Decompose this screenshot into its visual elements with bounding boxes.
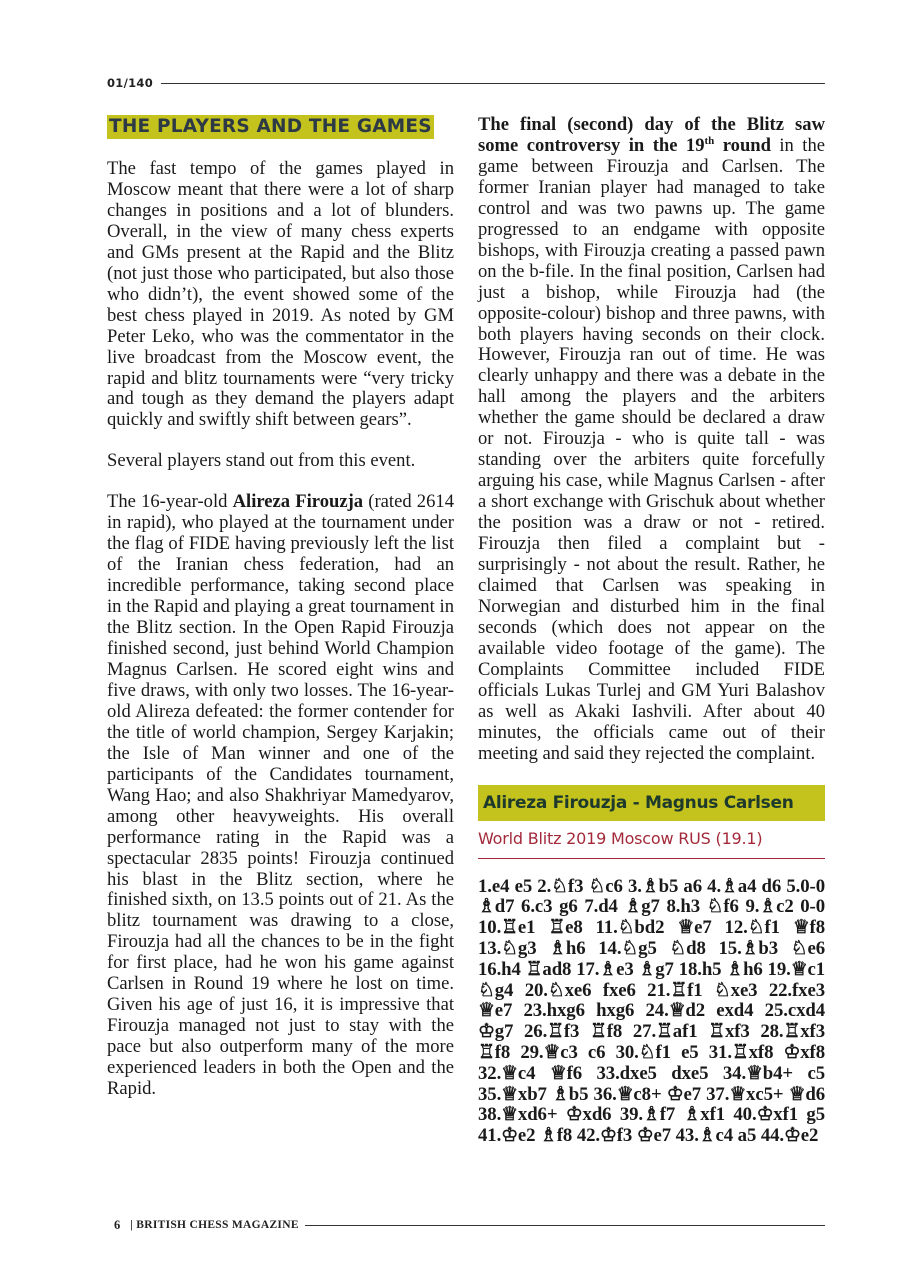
page-counter: 01/140: [107, 76, 154, 90]
footer-rule: [305, 1225, 825, 1226]
magazine-name: | BRITISH CHESS MAGAZINE: [130, 1219, 299, 1231]
player-name-firouzja: Alireza Firouzja: [232, 491, 364, 513]
game-title: Alireza Firouzja - Magnus Carlsen: [483, 792, 794, 813]
paragraph-controversy: [478, 115, 825, 765]
paragraph-tempo: The fast tempo of the games played in Moscow meant that there were a lot of sharp changes in positions and a lot of blunders. Overall, in the view of many chess experts and GMs present at the Rapid and the Blitz (not just those who participated, but also those who didn’t), the event showed some of the best chess played in 2019. As noted by GM Peter Leko, who was the commentator in the live broadcast from the Moscow event, the rapid and blitz tournaments were “very tricky and tough as they demand the players adapt quickly and swiftly shift between gears”.: [107, 158, 454, 431]
page-footer: [114, 1217, 825, 1233]
game-event: World Blitz 2019 Moscow RUS (19.1): [478, 829, 825, 859]
paragraph-firouzja-rest: (rated 2614 in rapid), who played at the tournament under the flag of FIDE having previously left the list of the Iranian chess federation, had an incredible performance, taking second place in the Rapid and playing a great tournament in the Blitz section. In the Open Rapid Firouzja finished second, just behind World Champion Magnus Carlsen. He scored eight wins and five draws, with only two losses. The 16-year-old Alireza defeated: the former contender for the title of world champion, Sergey Karjakin; the Isle of Man winner and one of the participants of the Candidates tournament, Wang Hao; and also Shakhriyar Mamedyarov, among other heavyweights. His overall performance rating in the Rapid was a spectacular 2835 points! Firouzja continued his blast in the Blitz section, where he finished sixth, on 13.5 points out of 21. As the blitz tournament was drawing to a close, Firouzja had all the chances to be in the fight for first place, had he won his game against Carlsen in Round 19 where he lost on time. Given his age of just 16, it is impressive that Firouzja managed not just to stay with the pace but also outperform many of the more experienced leaders in both the Open and the Rapid.: [107, 491, 454, 1100]
paragraph-firouzja-lead: The 16-year-old: [107, 491, 233, 513]
controversy-lead-sup: th: [704, 134, 715, 147]
controversy-body: in the game between Firouzja and Carlsen. The former Iranian player had managed to take control and was two pawns up. The game progressed to an endgame with opposite bishops, with Firouzja creating a passed pawn on the b-file. In the final position, Carlsen had just a bishop, while Firouzja had (the opposite-colour) bishop and three pawns, with both players having seconds on their clock. However, Firouzja ran out of time. He was clearly unhappy and there was a debate in the hall among the players and the arbiters whether the game should be declared a draw or not. Firouzja - who is quite tall - was standing over the arbiters quite forcefully arguing his case, while Magnus Carlsen - after a short exchange with Grischuk about whether the position was a draw or not - retired. Firouzja then filed a complaint but - surprisingly - not about the result. Rather, he claimed that Carlsen was speaking in Norwegian and disturbed him in the final seconds (which does not appear on the available video footage of the game). The Complaints Committee included FIDE officials Lukas Turlej and GM Yuri Balashov as well as Akaki Iashvili. After about 40 minutes, the officials came out of their meeting and said they rejected the complaint.: [478, 134, 826, 764]
right-column: [478, 115, 825, 1147]
header-rule: [161, 83, 825, 84]
controversy-lead-1: The final (second) day of the Blitz saw some controversy in the 19: [478, 114, 825, 156]
page-header: [107, 74, 825, 92]
paragraph-stand-out: Several players stand out from this event.: [107, 450, 416, 472]
section-title: THE PLAYERS AND THE GAMES: [109, 116, 432, 137]
paragraph-firouzja: [107, 492, 454, 1100]
controversy-lead-2: round: [714, 134, 771, 156]
left-column: [107, 115, 454, 1100]
game-moves: 1.e4 e5 2.♘f3 ♘c6 3.♗b5 a6 4.♗a4 d6 5.0-0 ♗d7 6.c3 g6 7.d4 ♗g7 8.h3 ♘f6 9.♗c2 0-0 10.♖e1 ♖e8 11.♘bd2 ♕e7 12.♘f1 ♕f8 13.♘g3 ♗h6 14.♘g5 ♘d8 15.♗b3 ♘e6 16.h4 ♖ad8 17.♗e3 ♗g7 18.h5 ♗h6 19.♕c1 ♘g4 20.♘xe6 fxe6 21.♖f1 ♘xe3 22.fxe3 ♕e7 23.hxg6 hxg6 24.♕d2 exd4 25.cxd4 ♔g7 26.♖f3 ♖f8 27.♖af1 ♖xf3 28.♖xf3 ♖f8 29.♕c3 c6 30.♘f1 e5 31.♖xf8 ♔xf8 32.♕c4 ♕f6 33.dxe5 dxe5 34.♕b4+ c5 35.♕xb7 ♗b5 36.♕c8+ ♔e7 37.♕xc5+ ♕d6 38.♕xd6+ ♔xd6 39.♗f7 ♗xf1 40.♔xf1 g5 41.♔e2 ♗f8 42.♔f3 ♔e7 43.♗c4 a5 44.♔e2: [478, 875, 825, 1147]
game-header: [478, 785, 825, 821]
page-number: 6: [114, 1217, 121, 1232]
